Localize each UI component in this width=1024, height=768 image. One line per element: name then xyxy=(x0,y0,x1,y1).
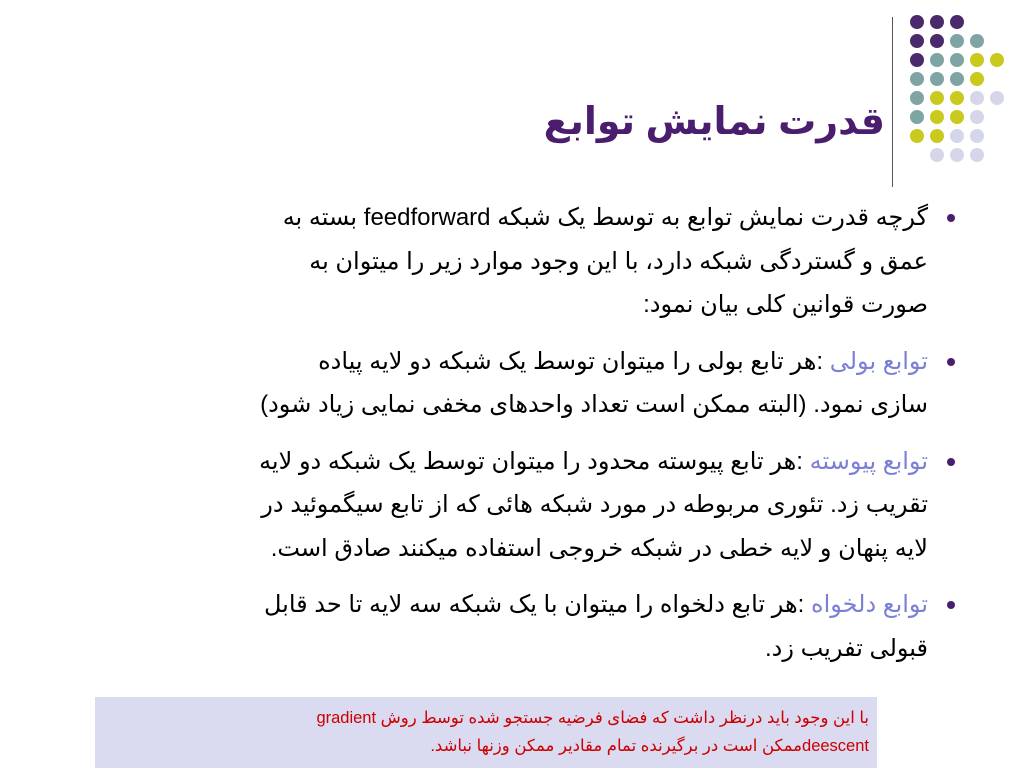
note-line: deescentممکن است در برگیرنده تمام مقادیر ممکن وزنها نباشد. xyxy=(430,737,869,755)
decorative-dot xyxy=(950,148,964,162)
decorative-dot xyxy=(930,34,944,48)
decorative-dot xyxy=(950,110,964,124)
bullet-line xyxy=(70,440,928,484)
decorative-dot xyxy=(990,91,1004,105)
slide-title: قدرت نمایش توابع xyxy=(543,101,885,143)
bullet-item-intro xyxy=(70,196,960,327)
bullet-text: :هر تابع دلخواه را میتوان با یک شبکه سه لایه تا حد قابل xyxy=(263,591,805,618)
decorative-dot xyxy=(930,15,944,29)
decorative-dot xyxy=(970,91,984,105)
title-divider xyxy=(892,17,893,187)
bullet-line: لایه پنهان و لایه خطی در شبکه خروجی استفاده میکنند صادق است. xyxy=(270,534,928,562)
decorative-dot xyxy=(930,148,944,162)
bullet-line xyxy=(70,583,928,627)
decorative-dot xyxy=(930,91,944,105)
decorative-dot xyxy=(910,129,924,143)
note-line: با این وجود باید درنظر داشت که فضای فرضیه جستجو شده توسط روش gradient xyxy=(316,709,869,727)
decorative-dot xyxy=(950,15,964,29)
bullet-text: :هر تابع بولی را میتوان توسط یک شبکه دو لایه پیاده xyxy=(318,347,824,375)
decorative-dot xyxy=(930,129,944,143)
bullet-list xyxy=(70,196,960,683)
decorative-dot xyxy=(950,129,964,143)
bullet-item-continuous-functions xyxy=(70,440,960,571)
bullet-line: صورت قوانین کلی بیان نمود: xyxy=(643,291,928,318)
bullet-marker xyxy=(947,458,955,466)
decorative-dot xyxy=(970,53,984,67)
bullet-marker xyxy=(947,214,955,222)
decorative-dot xyxy=(950,91,964,105)
decorative-dot xyxy=(970,129,984,143)
bullet-line: قبولی تفریب زد. xyxy=(764,634,928,662)
decorative-dot xyxy=(930,72,944,86)
decorative-dot xyxy=(910,110,924,124)
bullet-marker xyxy=(947,601,955,609)
bullet-line: عمق و گستردگی شبکه دارد، با این وجود موارد زیر را میتوان به xyxy=(309,247,928,275)
bullet-marker xyxy=(947,358,955,366)
decorative-dot xyxy=(950,53,964,67)
note-box xyxy=(95,697,877,768)
decorative-dot xyxy=(910,15,924,29)
bullet-label: توابع بولی xyxy=(829,347,928,375)
decorative-dot xyxy=(930,110,944,124)
decorative-dot xyxy=(970,110,984,124)
bullet-text: :هر تابع پیوسته محدود را میتوان توسط یک شبکه دو لایه xyxy=(259,447,803,475)
decorative-dot xyxy=(910,91,924,105)
bullet-label: توابع پیوسته xyxy=(809,447,928,475)
decorative-dot xyxy=(950,72,964,86)
bullet-line xyxy=(70,340,928,384)
decorative-dot xyxy=(970,34,984,48)
decorative-dot xyxy=(930,53,944,67)
bullet-item-arbitrary-functions xyxy=(70,583,960,670)
decorative-dot xyxy=(910,53,924,67)
decorative-dot xyxy=(970,72,984,86)
decorative-dot xyxy=(950,34,964,48)
bullet-label: توابع دلخواه xyxy=(811,591,928,618)
bullet-line: سازی نمود. (البته ممکن است تعداد واحدهای مخفی نمایی زیاد شود) xyxy=(260,391,928,418)
decorative-dot xyxy=(990,53,1004,67)
decorative-dot xyxy=(910,34,924,48)
bullet-item-boolean-functions xyxy=(70,340,960,427)
bullet-line: تقریب زد. تئوری مربوطه در مورد شبکه هائی که از تابع سیگموئید در xyxy=(261,491,928,518)
decorative-dot xyxy=(970,148,984,162)
bullet-line: گرچه قدرت نمایش توابع به توسط یک شبکه feedforward بسته به xyxy=(282,204,928,231)
decorative-dot xyxy=(910,72,924,86)
